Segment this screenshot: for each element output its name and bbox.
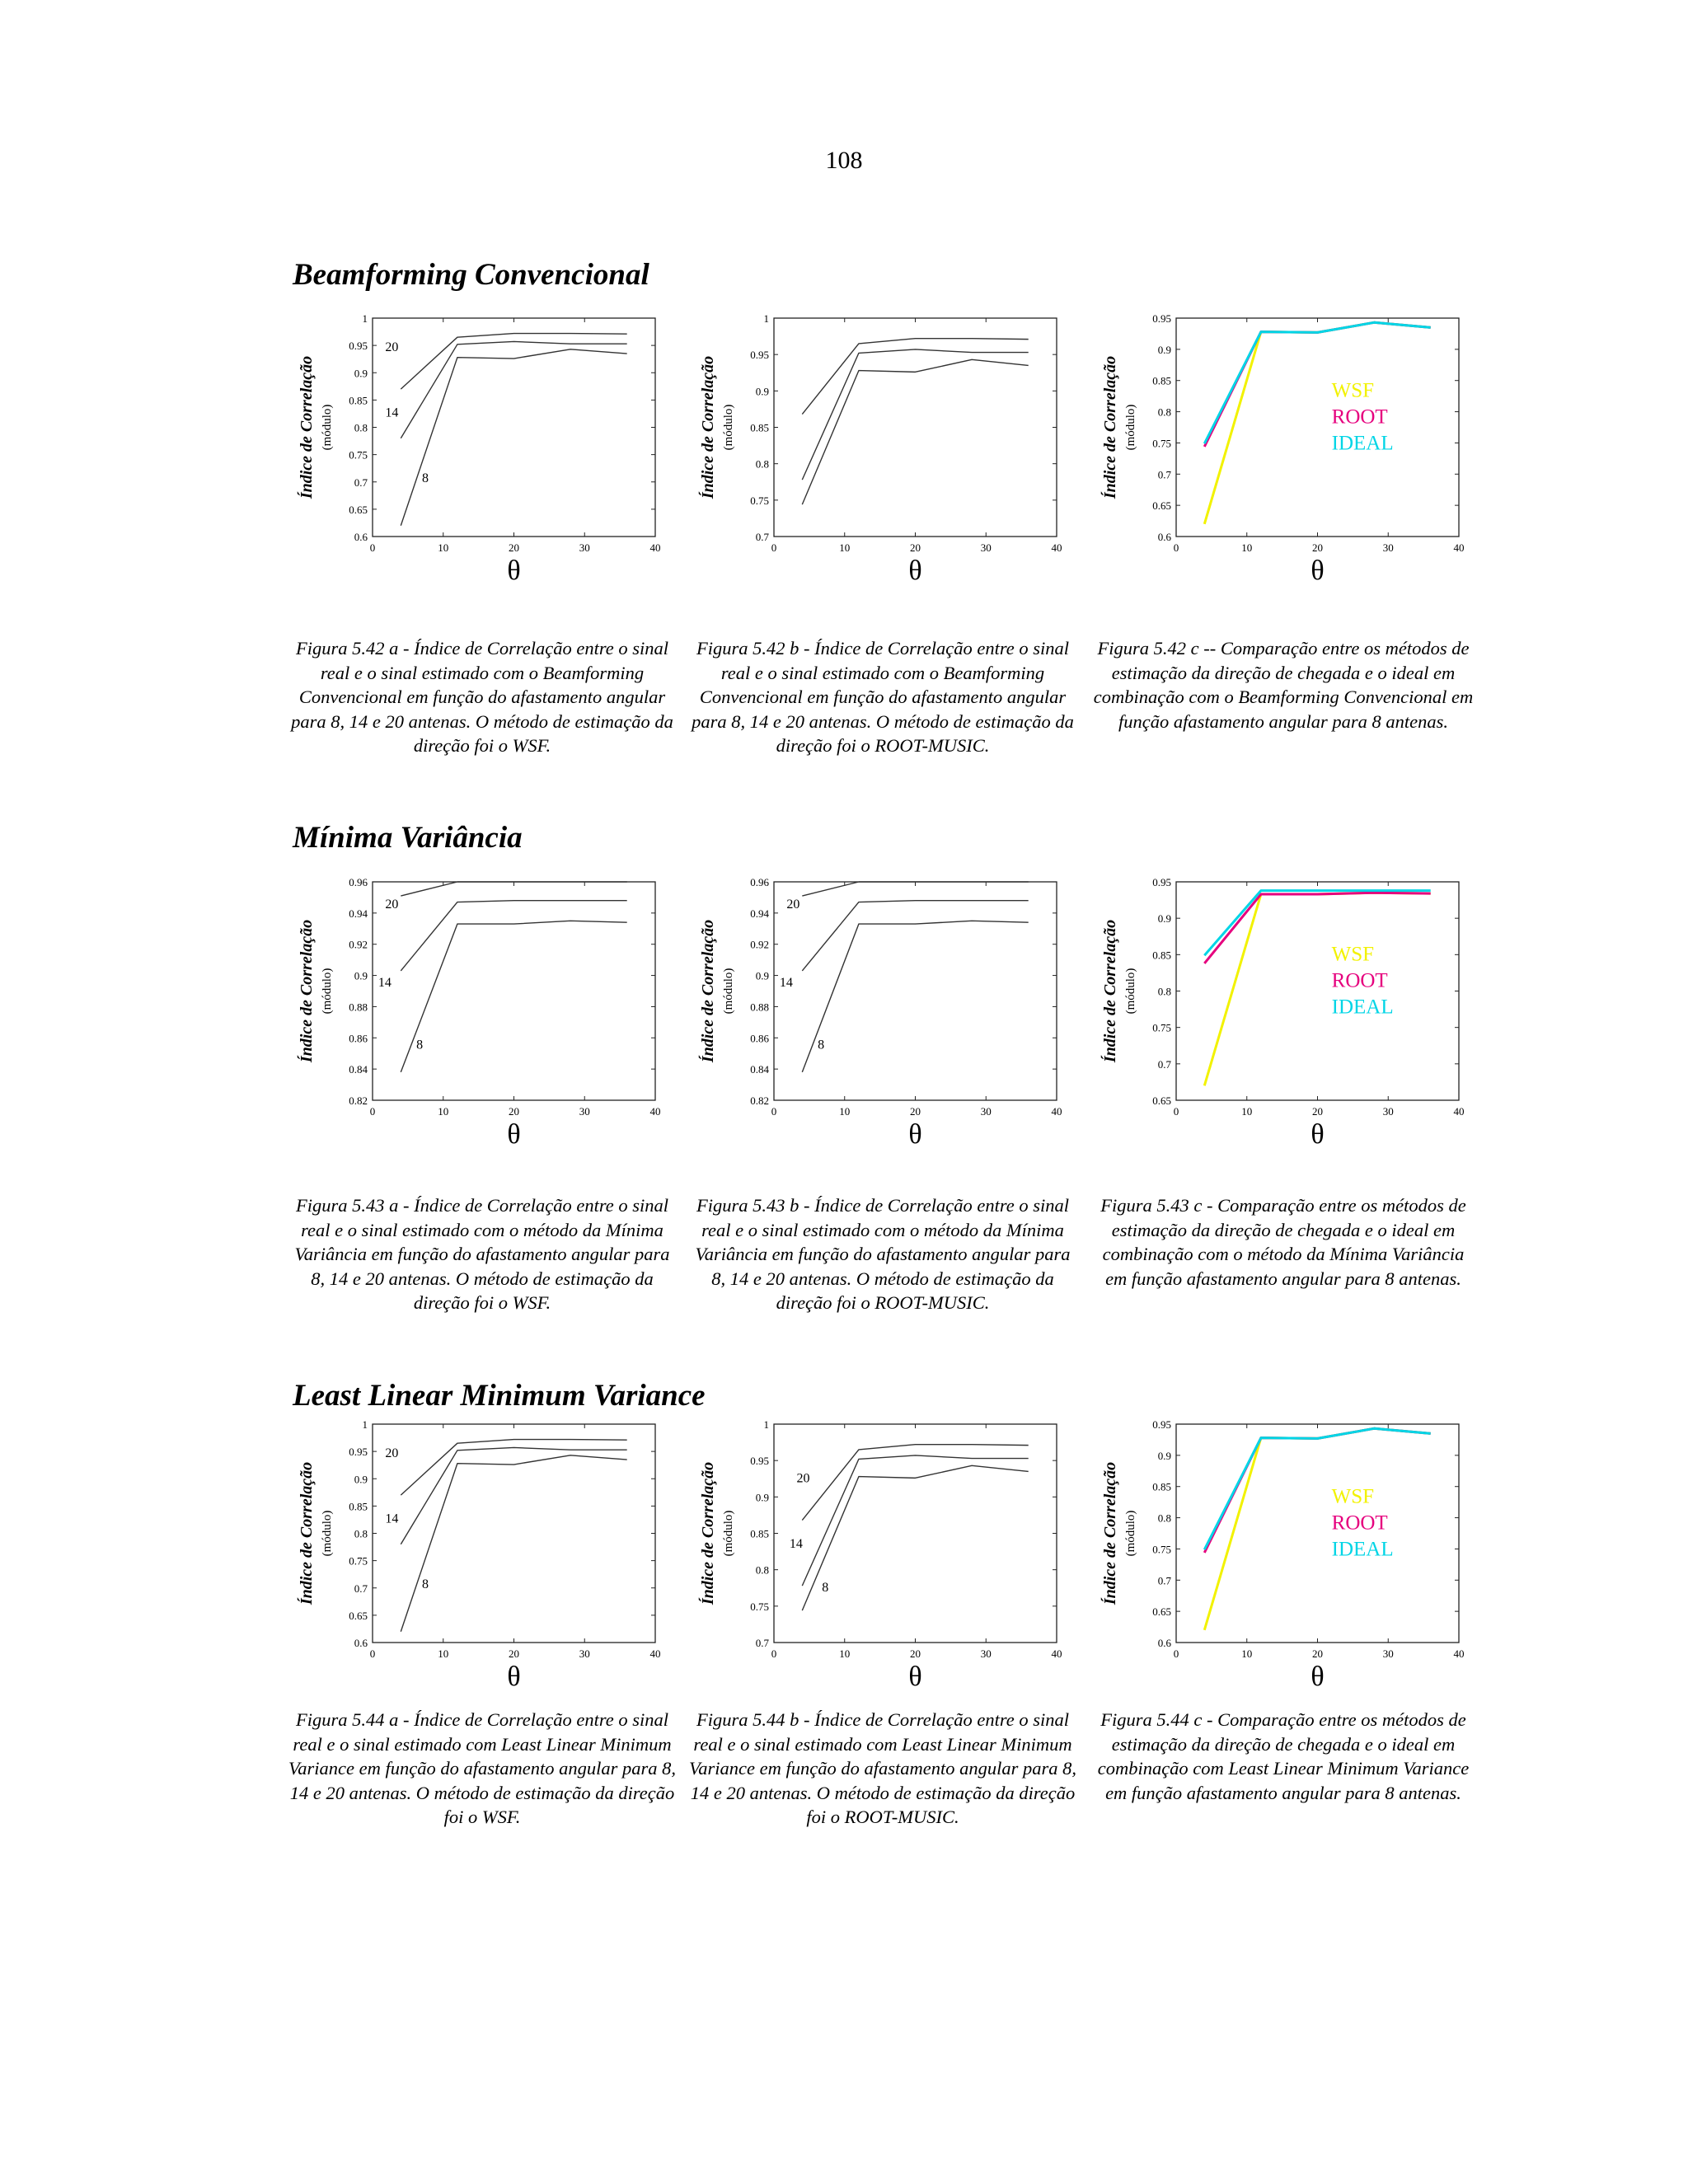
y-tick-label: 0.65	[1152, 1094, 1171, 1107]
chart-5-42b	[694, 312, 1073, 592]
chart-5-43c	[1096, 875, 1475, 1155]
y-tick-label: 0.75	[1152, 1021, 1171, 1034]
curve-label: 8	[422, 1577, 429, 1591]
x-tick-label: 40	[1051, 1647, 1062, 1660]
y-tick-label: 0.8	[354, 421, 368, 434]
plot-frame	[1176, 882, 1459, 1100]
curve-label: 20	[796, 1471, 810, 1486]
x-tick-label: 0	[1173, 541, 1179, 554]
y-tick-label: 0.85	[349, 1500, 368, 1513]
y-axis-sublabel: (módulo)	[722, 1510, 735, 1557]
y-tick-label: 0.86	[750, 1032, 769, 1045]
x-tick-label: 10	[438, 541, 449, 554]
y-tick-label: 0.8	[755, 1563, 769, 1577]
y-tick-label: 0.9	[1157, 343, 1171, 356]
x-tick-label: 30	[980, 1647, 992, 1660]
y-tick-label: 0.92	[750, 938, 769, 951]
y-axis-label: Índice de Correlação	[699, 1461, 717, 1605]
y-tick-label: 0.86	[349, 1032, 368, 1045]
x-tick-label: 30	[1382, 1647, 1394, 1660]
x-tick-label: 20	[509, 541, 519, 554]
x-tick-label: 40	[1453, 541, 1465, 554]
y-tick-label: 0.82	[750, 1094, 769, 1107]
y-tick-label: 0.8	[1157, 1511, 1171, 1525]
x-tick-label: 10	[1241, 1105, 1253, 1118]
section-title-llmv: Least Linear Minimum Variance	[293, 1379, 706, 1413]
y-tick-label: 0.7	[755, 531, 769, 543]
y-tick-label: 0.7	[1157, 468, 1171, 481]
y-tick-label: 0.95	[1152, 1418, 1171, 1431]
y-tick-label: 0.94	[750, 907, 769, 920]
curve-label: 14	[377, 975, 392, 990]
y-tick-label: 0.75	[1152, 1543, 1171, 1556]
plot-frame	[373, 318, 655, 537]
x-tick-label: 30	[579, 1105, 590, 1118]
y-tick-label: 1	[362, 312, 368, 325]
y-tick-label: 0.6	[354, 531, 368, 543]
x-tick-label: 10	[839, 1647, 851, 1660]
y-axis-label: Índice de Correlação	[1101, 919, 1119, 1063]
y-tick-label: 0.85	[349, 394, 368, 407]
x-tick-label: 0	[771, 1647, 777, 1660]
legend-entry-wsf: WSF	[1331, 1485, 1375, 1508]
chart-5-44b	[694, 1418, 1073, 1698]
y-tick-label: 0.85	[750, 1527, 769, 1540]
y-tick-label: 0.6	[354, 1637, 368, 1649]
x-tick-label: 30	[579, 1647, 590, 1660]
caption-5-44b: Figura 5.44 b - Índice de Correlação entre o sinal real e o sinal estimado com Least Linear Minimum Variance em função do afastamento angular para 8, 14 e 20 antenas. O método de estimação da direção foi o ROOT-MUSIC.	[689, 1709, 1076, 1827]
x-tick-label: 0	[771, 1105, 777, 1118]
x-axis-label: θ	[507, 1661, 521, 1692]
y-axis-label: Índice de Correlação	[298, 919, 316, 1063]
caption-5-42c: Figura 5.42 c -- Comparação entre os métodos de estimação da direção de chegada e o ideal em combinação com o Beamforming Convencional em função afastamento angular para 8 antenas.	[1093, 638, 1474, 732]
y-axis-label: Índice de Correlação	[298, 1461, 316, 1605]
chart-5-42c	[1096, 312, 1475, 592]
y-tick-label: 0.85	[1152, 374, 1171, 387]
y-tick-label: 0.9	[755, 969, 769, 982]
y-axis-label: Índice de Correlação	[298, 355, 316, 499]
caption-5-42b: Figura 5.42 b - Índice de Correlação entre o sinal real e o sinal estimado com o Beamforming Convencional em função do afastamento angular para 8, 14 e 20 antenas. O método de estimação da direção foi o ROOT-MUSIC.	[692, 638, 1074, 756]
y-tick-label: 0.75	[349, 448, 368, 462]
x-tick-label: 10	[1241, 541, 1253, 554]
legend-entry-ideal: IDEAL	[1331, 1538, 1394, 1561]
y-axis-label: Índice de Correlação	[699, 919, 717, 1063]
caption-5-42a: Figura 5.42 a - Índice de Correlação entre o sinal real e o sinal estimado com o Beamforming Convencional em função do afastamento angular para 8, 14 e 20 antenas. O método de estimação da direção foi o WSF.	[291, 638, 673, 756]
y-tick-label: 0.7	[354, 476, 368, 489]
y-axis-sublabel: (módulo)	[321, 404, 334, 451]
y-tick-label: 0.9	[354, 367, 368, 380]
y-axis-sublabel: (módulo)	[1124, 968, 1137, 1015]
y-tick-label: 0.94	[349, 907, 368, 920]
y-tick-label: 0.7	[1157, 1057, 1171, 1071]
y-tick-label: 1	[763, 312, 769, 325]
x-tick-label: 10	[1241, 1647, 1253, 1660]
x-tick-label: 20	[1312, 1105, 1323, 1118]
x-axis-label: θ	[1311, 1119, 1325, 1150]
x-tick-label: 0	[1173, 1647, 1179, 1660]
curve-label: 14	[385, 1511, 399, 1526]
y-tick-label: 0.84	[349, 1063, 368, 1076]
x-tick-label: 20	[910, 1105, 921, 1118]
x-tick-label: 10	[839, 541, 851, 554]
y-tick-label: 0.88	[349, 1001, 368, 1014]
y-tick-label: 0.7	[354, 1582, 368, 1595]
y-axis-sublabel: (módulo)	[722, 404, 735, 451]
x-tick-label: 20	[910, 1647, 921, 1660]
y-tick-label: 0.95	[1152, 876, 1171, 888]
chart-5-43b	[694, 875, 1073, 1155]
y-tick-label: 0.8	[354, 1527, 368, 1540]
y-tick-label: 0.85	[1152, 949, 1171, 962]
x-tick-label: 0	[369, 1105, 376, 1118]
y-tick-label: 0.9	[354, 1473, 368, 1486]
x-tick-label: 30	[980, 541, 992, 554]
caption-5-44c: Figura 5.44 c - Comparação entre os métodos de estimação da direção de chegada e o ideal em combinação com Least Linear Minimum Variance em função afastamento angular para 8 antenas.	[1097, 1709, 1470, 1803]
caption-5-43a: Figura 5.43 a - Índice de Correlação entre o sinal real e o sinal estimado com o método da Mínima Variância em função do afastamento angular para 8, 14 e 20 antenas. O método de estimação da direção foi o WSF.	[294, 1195, 670, 1313]
y-tick-label: 0.88	[750, 1001, 769, 1014]
x-tick-label: 30	[1382, 541, 1394, 554]
y-axis-sublabel: (módulo)	[722, 968, 735, 1015]
curve-label: 8	[416, 1038, 424, 1052]
curve-label: 14	[385, 405, 399, 420]
y-axis-sublabel: (módulo)	[1124, 404, 1137, 451]
x-axis-label: θ	[1311, 1661, 1325, 1692]
x-axis-label: θ	[908, 555, 922, 586]
curve-label: 20	[385, 1446, 399, 1460]
curve-label: 8	[818, 1038, 825, 1052]
y-tick-label: 0.65	[1152, 1605, 1171, 1619]
x-tick-label: 10	[438, 1647, 449, 1660]
x-tick-label: 40	[649, 1105, 661, 1118]
y-tick-label: 0.75	[1152, 437, 1171, 450]
y-axis-label: Índice de Correlação	[699, 355, 717, 499]
plot-frame	[774, 318, 1057, 537]
y-tick-label: 0.95	[750, 349, 769, 362]
y-axis-label: Índice de Correlação	[1101, 355, 1119, 499]
x-tick-label: 40	[1453, 1647, 1465, 1660]
x-tick-label: 40	[649, 541, 661, 554]
y-axis-sublabel: (módulo)	[1124, 1510, 1137, 1557]
x-tick-label: 10	[839, 1105, 851, 1118]
legend-entry-root: ROOT	[1331, 1511, 1388, 1535]
plot-frame	[373, 882, 655, 1100]
y-tick-label: 0.92	[349, 938, 368, 951]
y-tick-label: 0.75	[750, 1600, 769, 1613]
y-tick-label: 0.95	[349, 340, 368, 353]
x-tick-label: 30	[1382, 1105, 1394, 1118]
plot-frame	[1176, 318, 1459, 537]
y-tick-label: 0.6	[1157, 1637, 1171, 1649]
x-axis-label: θ	[908, 1119, 922, 1150]
y-tick-label: 0.96	[750, 876, 769, 888]
x-tick-label: 40	[1051, 541, 1062, 554]
y-tick-label: 0.9	[354, 969, 368, 982]
y-tick-label: 0.95	[750, 1455, 769, 1468]
x-axis-label: θ	[1311, 555, 1325, 586]
curve-label: 20	[786, 898, 800, 912]
y-tick-label: 0.8	[755, 457, 769, 471]
y-tick-label: 0.95	[349, 1446, 368, 1459]
y-axis-sublabel: (módulo)	[321, 968, 334, 1015]
plot-frame	[373, 1424, 655, 1643]
legend-entry-wsf: WSF	[1331, 379, 1375, 402]
curve-label: 20	[385, 340, 399, 354]
x-tick-label: 20	[509, 1105, 519, 1118]
legend-entry-ideal: IDEAL	[1331, 996, 1394, 1019]
section-title-beamforming: Beamforming Convencional	[293, 258, 649, 292]
page-number: 108	[825, 147, 863, 174]
legend-entry-root: ROOT	[1331, 969, 1388, 992]
y-tick-label: 0.9	[755, 385, 769, 398]
curve-label: 8	[422, 471, 429, 485]
y-tick-label: 0.85	[1152, 1480, 1171, 1493]
x-tick-label: 0	[369, 1647, 376, 1660]
y-tick-label: 1	[362, 1418, 368, 1431]
chart-5-44a	[293, 1418, 672, 1698]
curve-label: 14	[789, 1537, 803, 1552]
y-tick-label: 0.75	[349, 1554, 368, 1568]
plot-frame	[774, 882, 1057, 1100]
y-tick-label: 0.8	[1157, 985, 1171, 998]
y-tick-label: 0.7	[755, 1637, 769, 1649]
x-axis-label: θ	[908, 1661, 922, 1692]
x-tick-label: 20	[1312, 1647, 1323, 1660]
y-tick-label: 0.82	[349, 1094, 368, 1107]
y-tick-label: 0.9	[755, 1491, 769, 1504]
y-tick-label: 0.9	[1157, 912, 1171, 926]
x-tick-label: 20	[1312, 541, 1323, 554]
legend-entry-ideal: IDEAL	[1331, 432, 1394, 455]
legend-entry-root: ROOT	[1331, 405, 1388, 429]
curve-label: 20	[385, 898, 399, 912]
y-tick-label: 0.8	[1157, 405, 1171, 419]
x-tick-label: 20	[910, 541, 921, 554]
x-tick-label: 0	[369, 541, 376, 554]
caption-5-44a: Figura 5.44 a - Índice de Correlação entre o sinal real e o sinal estimado com Least Linear Minimum Variance em função do afastamento angular para 8, 14 e 20 antenas. O método de estimação da direção foi o WSF.	[288, 1709, 676, 1827]
curve-label: 14	[779, 975, 793, 990]
caption-5-43c: Figura 5.43 c - Comparação entre os métodos de estimação da direção de chegada e o ideal em combinação com o método da Mínima Variância em função afastamento angular para 8 antenas.	[1100, 1195, 1466, 1289]
x-tick-label: 0	[1173, 1105, 1179, 1118]
x-tick-label: 30	[579, 541, 590, 554]
chart-5-42a	[293, 312, 672, 592]
y-tick-label: 0.65	[349, 503, 368, 516]
y-tick-label: 0.65	[1152, 499, 1171, 513]
y-tick-label: 0.75	[750, 494, 769, 507]
y-tick-label: 1	[763, 1418, 769, 1431]
legend-entry-wsf: WSF	[1331, 943, 1375, 966]
y-tick-label: 0.85	[750, 421, 769, 434]
plot-frame	[774, 1424, 1057, 1643]
curve-label: 8	[822, 1581, 829, 1596]
x-tick-label: 40	[1051, 1105, 1062, 1118]
y-tick-label: 0.84	[750, 1063, 769, 1076]
x-tick-label: 30	[980, 1105, 992, 1118]
y-tick-label: 0.9	[1157, 1449, 1171, 1462]
y-axis-label: Índice de Correlação	[1101, 1461, 1119, 1605]
y-tick-label: 0.65	[349, 1609, 368, 1622]
x-tick-label: 40	[649, 1647, 661, 1660]
x-tick-label: 20	[509, 1647, 519, 1660]
x-axis-label: θ	[507, 555, 521, 586]
chart-5-43a	[293, 875, 672, 1155]
chart-5-44c	[1096, 1418, 1475, 1698]
x-axis-label: θ	[507, 1119, 521, 1150]
y-tick-label: 0.7	[1157, 1574, 1171, 1587]
x-tick-label: 40	[1453, 1105, 1465, 1118]
section-title-minima-variancia: Mínima Variância	[293, 821, 523, 855]
y-tick-label: 0.6	[1157, 531, 1171, 543]
x-tick-label: 10	[438, 1105, 449, 1118]
plot-frame	[1176, 1424, 1459, 1643]
y-tick-label: 0.95	[1152, 312, 1171, 325]
x-tick-label: 0	[771, 541, 777, 554]
y-axis-sublabel: (módulo)	[321, 1510, 334, 1557]
caption-5-43b: Figura 5.43 b - Índice de Correlação entre o sinal real e o sinal estimado com o método da Mínima Variância em função do afastamento angular para 8, 14 e 20 antenas. O método de estimação da direção foi o ROOT-MUSIC.	[695, 1195, 1071, 1313]
y-tick-label: 0.96	[349, 876, 368, 888]
